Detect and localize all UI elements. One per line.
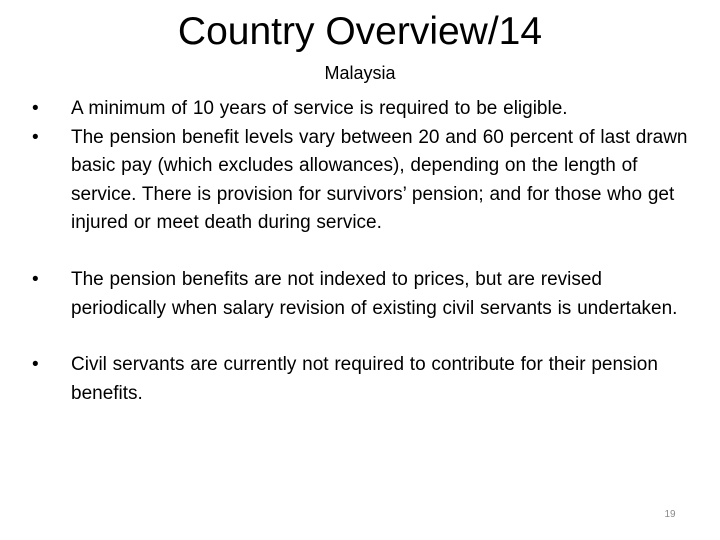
bullet-list: [32, 95, 694, 408]
slide-title: Country Overview/14: [177, 10, 543, 53]
slide-subtitle: Malaysia: [324, 63, 396, 83]
bullet-item-contributions: [32, 351, 694, 408]
bullet-text: The pension benefits are not indexed to prices, but are revised periodically when salary revision of existing civil servants is undertaken.: [71, 268, 678, 319]
bullet-marker: •: [32, 268, 39, 290]
bullet-item-indexation: [32, 266, 694, 323]
bullet-item-eligibility: [32, 95, 694, 124]
bullet-text: Civil servants are currently not required to contribute for their pension benefits.: [71, 354, 658, 404]
bullet-marker: •: [32, 354, 39, 376]
bullet-marker: •: [32, 98, 39, 119]
page-number: 19: [664, 509, 676, 520]
bullet-text: A minimum of 10 years of service is required to be eligible.: [71, 98, 568, 119]
bullet-item-benefit-levels: [32, 124, 694, 238]
bullet-text: The pension benefit levels vary between 20 and 60 percent of last drawn basic pay (which excludes allowances), depending on the length of service. There is provision for survivors’ pension; and for those who get injured or meet death during service.: [71, 126, 688, 234]
bullet-marker: •: [32, 126, 39, 148]
